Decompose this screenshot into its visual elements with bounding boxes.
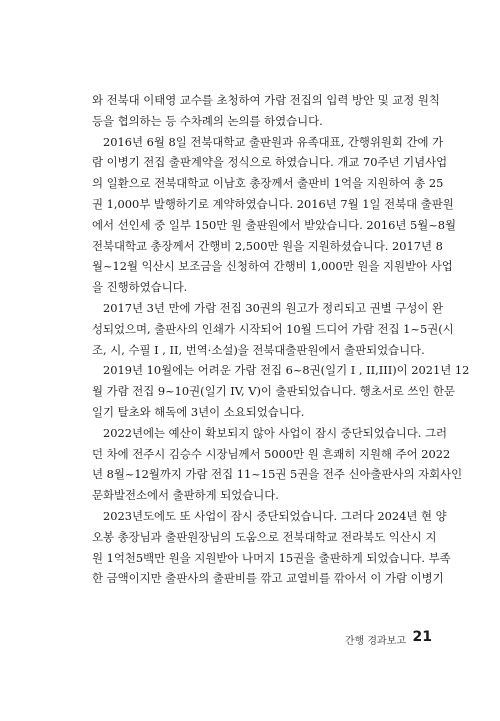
text-line: 2022년에는 예산이 확보되지 않아 사업이 잠시 중단되었습니다. 그러 — [103, 425, 448, 440]
body-text — [92, 90, 470, 589]
text-line: 등을 협의하는 등 수차례의 논의를 하였습니다. — [92, 113, 323, 128]
text-line: 람 이병기 전집 출판계약을 정식으로 하였습니다. 개교 70주년 기념사업 — [92, 155, 448, 170]
text-line: 오봉 총장님과 출판원장님의 도움으로 전북대학교 전라북도 익산시 지 — [92, 529, 437, 544]
text-line: 권 1,000부 발행하기로 계약하였습니다. 2016년 7월 1일 전북대 출판원 — [92, 196, 454, 211]
text-line: 일기 탈초와 해독에 3년이 소요되었습니다. — [92, 404, 305, 419]
text-line: 성되었으며, 출판사의 인쇄가 시작되어 10월 드디어 가람 전집 1~5권(시 — [92, 321, 454, 336]
page-number: 21 — [412, 629, 432, 645]
text-line: 전북대학교 총장께서 간행비 2,500만 원을 지원하셨습니다. 2017년 8 — [92, 238, 443, 253]
running-head: 간행 경과보고 — [344, 636, 406, 647]
text-line: 원 1억천5백만 원을 지원받아 나머지 15권을 출판하게 되었습니다. 부족 — [92, 550, 451, 565]
text-line: 년 8월~12월까지 가람 전집 11~15권 5권을 전주 신아출판사의 자회사인 — [92, 467, 463, 482]
text-line: 에서 선인세 중 일부 150만 원 출판원에서 받았습니다. 2016년 5월~8월 — [92, 217, 457, 232]
text-line: 던 차에 전주시 김승수 시장님께서 5000만 원 흔쾌히 지원해 주어 2022 — [92, 446, 451, 461]
text-line: 2023년도에도 또 사업이 잠시 중단되었습니다. 그러다 2024년 현 양 — [103, 508, 447, 523]
page-footer — [300, 629, 432, 649]
text-line: 을 진행하였습니다. — [92, 280, 188, 295]
text-line: 조, 시, 수필 I , II, 번역·소설)을 전북대출판원에서 출판되었습니다. — [92, 342, 425, 357]
text-line: 한 금액이지만 출판사의 출판비를 깎고 교열비를 깎아서 이 가람 이병기 — [92, 571, 444, 586]
text-line: 월 가람 전집 9~10권(일기 IV, V)이 출판되었습니다. 행초서로 쓰인 한문 — [92, 384, 456, 399]
text-line: 월~12월 익산시 보조금을 신청하여 간행비 1,000만 원을 지원받아 사업 — [92, 259, 453, 274]
text-line: 와 전북대 이태영 교수를 초청하여 가람 전집의 입력 방안 및 교정 원칙 — [92, 93, 440, 107]
text-line: 2017년 3년 만에 가람 전집 30권의 원고가 정리되고 권별 구성이 완 — [103, 300, 444, 315]
text-line: 2019년 10월에는 어려운 가람 전집 6~8권(일기 I , II,III)이 2021년 12 — [103, 363, 470, 378]
text-line: 의 일환으로 전북대학교 이남호 총장께서 출판비 1억을 지원하여 총 25 — [92, 176, 444, 191]
text-line: 문화발전소에서 출판하게 되었습니다. — [92, 488, 279, 503]
text-line: 2016년 6월 8일 전북대학교 출판원과 유족대표, 간행위원회 간에 가 — [103, 134, 444, 149]
